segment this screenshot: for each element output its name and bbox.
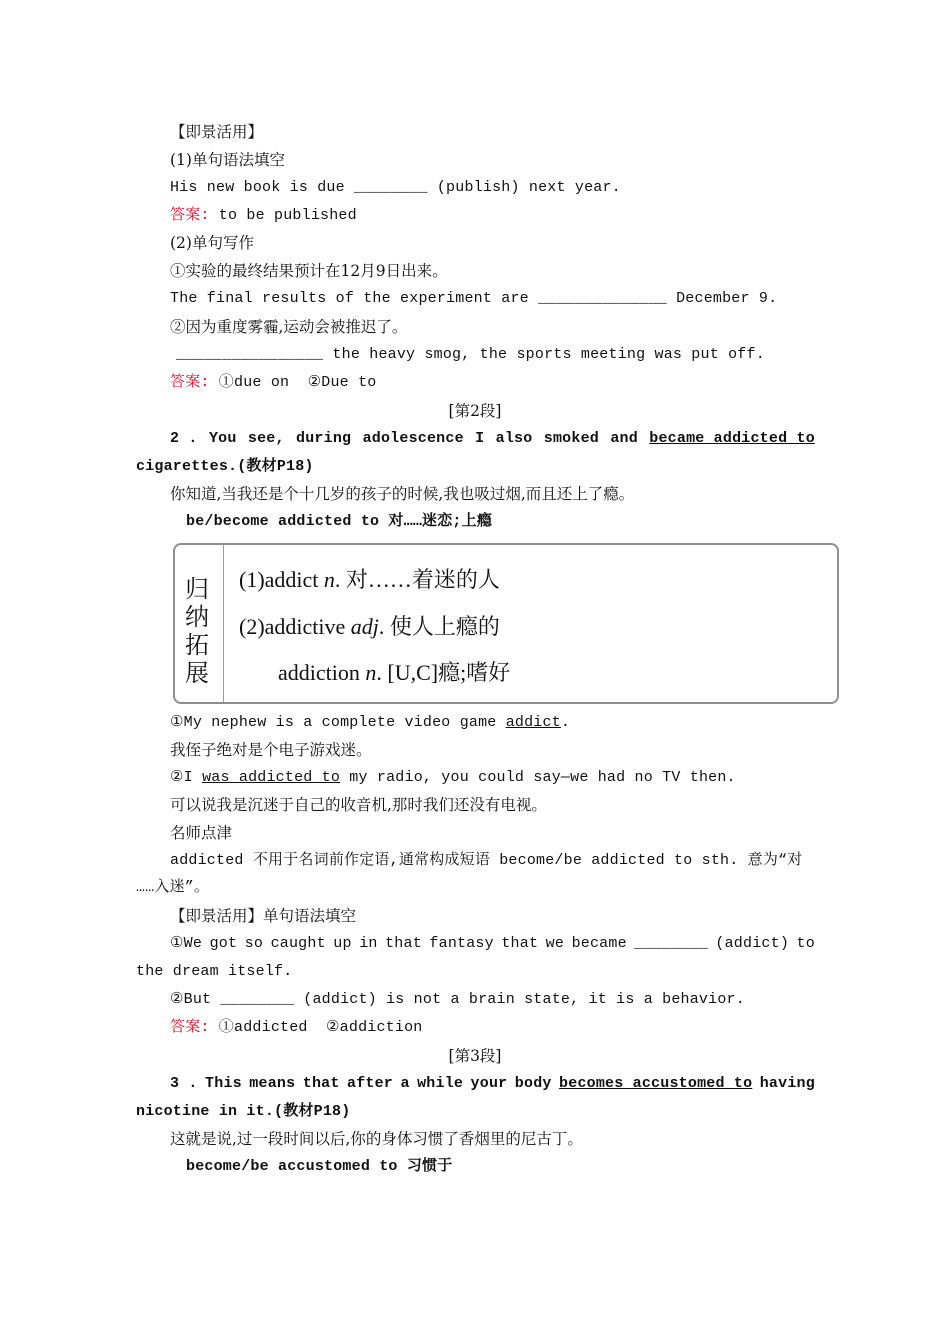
- word: while: [417, 1075, 464, 1092]
- exercise-sentence: [170, 289, 777, 309]
- key-sentence: [170, 429, 815, 449]
- term: (1)addict: [239, 567, 324, 592]
- part-of-speech: n: [365, 660, 377, 685]
- side-char: 展: [185, 659, 209, 687]
- word: body: [514, 1075, 552, 1092]
- word: adolescence: [362, 430, 464, 447]
- word: so: [244, 935, 264, 952]
- exercise-sentence: [176, 345, 765, 365]
- word: means: [249, 1075, 296, 1092]
- sentence-text: His new book is due: [170, 179, 355, 196]
- word: we: [545, 935, 565, 952]
- word: ①We: [170, 935, 203, 952]
- exercise-sentence-end: the dream itself.: [136, 963, 293, 980]
- tip-text: ……入迷”。: [136, 879, 210, 896]
- subheading: (2)单句写作: [170, 234, 254, 252]
- word: I: [475, 430, 485, 447]
- summary-row: [239, 610, 500, 641]
- answer-text: ①addicted ②addiction: [209, 1019, 423, 1036]
- phrase-definition: be/become addicted to 对……迷恋;上瘾: [186, 513, 493, 530]
- highlighted-phrase: was addicted to: [202, 769, 341, 786]
- exercise-sentence: [170, 934, 815, 954]
- word: smoked: [543, 430, 599, 447]
- exercise-sentence: [170, 178, 621, 198]
- example-sentence: [170, 713, 570, 733]
- part-of-speech: n: [323, 567, 335, 592]
- word: 2 .: [170, 430, 198, 447]
- section-header: 【即景活用】: [170, 123, 264, 141]
- section-marker: [第2段]: [448, 402, 502, 420]
- sentence-text: The final results of the experiment are: [170, 290, 539, 307]
- word: got: [209, 935, 238, 952]
- side-char: 归: [185, 575, 209, 603]
- key-sentence-end: cigarettes.(教材P18): [136, 458, 314, 475]
- chinese-prompt: ②因为重度雾霾,运动会被推迟了。: [170, 318, 408, 336]
- word: to: [796, 935, 815, 952]
- answer-blank: ______________: [538, 290, 667, 307]
- answer-line: [170, 206, 357, 226]
- word: up: [333, 935, 352, 952]
- sentence-text: the heavy smog, the sports meeting was put off.: [323, 346, 765, 363]
- key-sentence-end: nicotine in it.(教材P18): [136, 1103, 351, 1120]
- answer-text: ①due on ②Due to: [209, 374, 377, 391]
- word: This: [205, 1075, 242, 1092]
- word: a: [400, 1075, 410, 1092]
- meaning: . [U,C]瘾;嗜好: [376, 660, 511, 685]
- meaning: . 使人上瘾的: [378, 614, 500, 639]
- answer-blank: ________: [354, 179, 428, 196]
- sentence-text: December 9.: [666, 290, 778, 307]
- word: that: [501, 935, 539, 952]
- answer-blank: ________________: [176, 346, 324, 363]
- word: also: [495, 430, 533, 447]
- answer-blank: ________: [634, 935, 708, 952]
- translation: 你知道,当我还是个十几岁的孩子的时候,我也吸过烟,而且还上了瘾。: [170, 485, 635, 503]
- section-header: 【即景活用】单句语法填空: [170, 907, 357, 925]
- word: (addict): [715, 935, 790, 952]
- answer-line: [170, 1018, 423, 1038]
- key-phrase: becomes accustomed to: [559, 1075, 753, 1092]
- side-char: 纳: [185, 603, 209, 631]
- word: caught: [270, 935, 326, 952]
- answer-text: to be published: [209, 207, 357, 224]
- summary-row: [278, 656, 510, 687]
- translation: 可以说我是沉迷于自己的收音机,那时我们还没有电视。: [170, 796, 547, 814]
- example-sentence: [170, 768, 736, 788]
- answer-label: 答案:: [170, 207, 210, 224]
- word: and: [610, 430, 638, 447]
- subheading: (1)单句语法填空: [170, 151, 285, 169]
- word: 3 .: [170, 1075, 198, 1092]
- sentence-text: .: [560, 714, 571, 731]
- part-of-speech: adj: [350, 614, 379, 639]
- phrase-definition: become/be accustomed to 习惯于: [186, 1158, 453, 1175]
- meaning: . 对……着迷的人: [334, 567, 500, 592]
- highlighted-word: addict: [505, 714, 561, 731]
- key-phrase: became addicted to: [649, 430, 815, 447]
- word: You: [208, 430, 237, 447]
- word: that: [385, 935, 422, 952]
- summary-row: [239, 563, 500, 594]
- summary-box: [173, 543, 839, 704]
- sentence-text: ②I: [170, 769, 203, 786]
- word: see,: [247, 430, 285, 447]
- answer-label: 答案:: [170, 1019, 210, 1036]
- sentence-text: my radio, you could say—we had no TV then.: [340, 769, 736, 786]
- tip-title: 名师点津: [170, 824, 233, 842]
- word: your: [470, 1075, 508, 1092]
- word: that: [302, 1075, 340, 1092]
- section-marker: [第3段]: [448, 1047, 502, 1065]
- word: fantasy: [429, 935, 494, 952]
- exercise-sentence: ②But ________ (addict) is not a brain state, it is a behavior.: [170, 991, 745, 1008]
- sentence-text: (publish) next year.: [427, 179, 621, 196]
- term: (2)addictive: [239, 614, 351, 639]
- term: addiction: [278, 660, 366, 685]
- tip-text: addicted 不用于名词前作定语,通常构成短语 become/be addicted to sth. 意为“对: [170, 852, 803, 869]
- word: during: [296, 430, 352, 447]
- word: in: [359, 935, 378, 952]
- word: having: [759, 1075, 815, 1092]
- sentence-text: ①My nephew is a complete video game: [170, 714, 506, 731]
- answer-line: [170, 373, 376, 393]
- translation: 我侄子绝对是个电子游戏迷。: [170, 741, 372, 759]
- word: became: [571, 935, 627, 952]
- chinese-prompt: ①实验的最终结果预计在12月9日出来。: [170, 262, 448, 280]
- translation: 这就是说,过一段时间以后,你的身体习惯了香烟里的尼古丁。: [170, 1130, 583, 1148]
- word: after: [347, 1075, 394, 1092]
- side-char: 拓: [185, 631, 209, 659]
- box-side-label: [175, 545, 224, 702]
- key-sentence: [170, 1074, 815, 1094]
- answer-label: 答案:: [170, 374, 210, 391]
